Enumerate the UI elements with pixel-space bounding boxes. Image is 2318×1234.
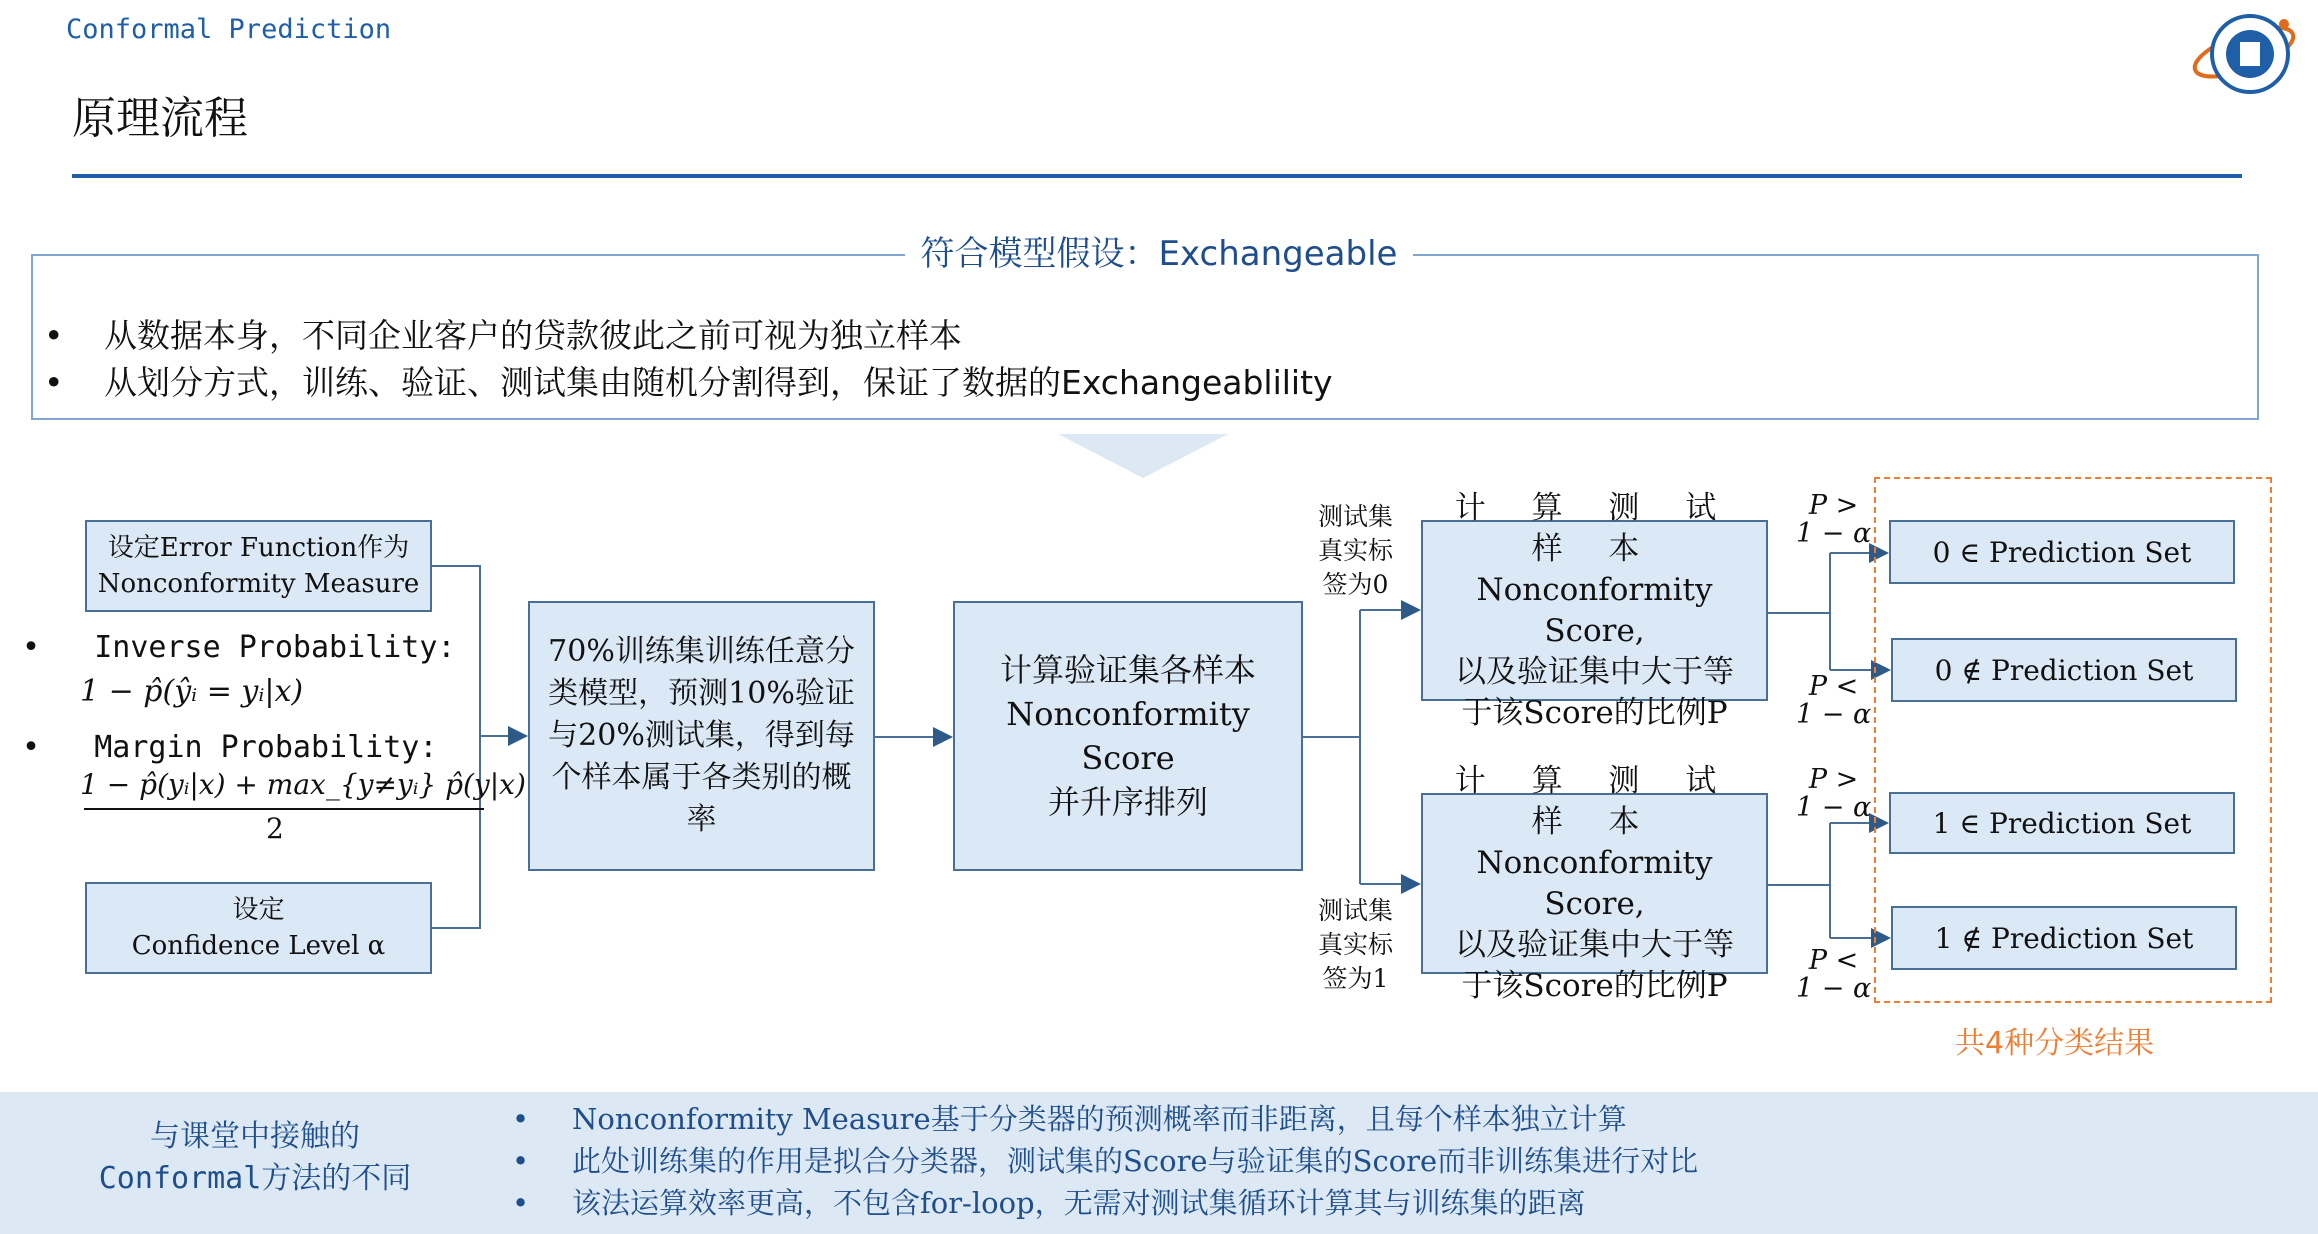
results-caption: 共4种分类结果	[1955, 1026, 2155, 1061]
train-model-box: 70%训练集训练任意分类模型，预测10%验证与20%测试集，得到每个样本属于各类别的概率	[528, 601, 875, 871]
result-box: 1 ∉ Prediction Set	[1891, 906, 2237, 970]
list-item: • 此处训练集的作用是拟合分类器，测试集的Score与验证集的Score而非训练集进行对比	[512, 1144, 1699, 1178]
inverse-formula: 1 − p̂(ŷᵢ = yᵢ|x)	[80, 674, 304, 709]
condition-gt: P > 1 − α	[1796, 764, 1872, 823]
condition-lt: P < 1 − α	[1796, 945, 1872, 1004]
list-item: • Inverse Probability:	[22, 630, 456, 665]
fraction-bar	[84, 808, 484, 810]
assumption-title: 符合模型假设：Exchangeable	[0, 226, 2318, 275]
test-score-box-0: 计 算 测 试 样 本 Nonconformity Score, 以及验证集中大于等 于该Score的比例P	[1421, 520, 1768, 701]
list-item: • Nonconformity Measure基于分类器的预测概率而非距离，且每个样本独立计算	[512, 1102, 1627, 1136]
page-title: 原理流程	[72, 93, 248, 144]
margin-formula-numerator: 1 − p̂(yᵢ|x) + max_{y≠yᵢ} p̂(y|x)	[80, 768, 526, 801]
list-item: • 该法运算效率更高，不包含for-loop，无需对测试集循环计算其与训练集的距离	[512, 1186, 1586, 1220]
confidence-level-box: 设定 Confidence Level α	[85, 882, 432, 974]
comparison-label: 与课堂中接触的 Conformal方法的不同	[98, 1119, 412, 1196]
list-item: • 从数据本身，不同企业客户的贷款彼此之前可视为独立样本	[44, 316, 962, 355]
result-box: 0 ∉ Prediction Set	[1891, 638, 2237, 702]
section-label: Conformal Prediction	[66, 14, 392, 45]
margin-formula-denominator: 2	[266, 812, 284, 845]
list-item: • Margin Probability:	[22, 730, 438, 765]
condition-gt: P > 1 − α	[1796, 490, 1872, 549]
result-box: 0 ∈ Prediction Set	[1889, 520, 2235, 584]
condition-lt: P < 1 − α	[1796, 671, 1872, 730]
error-function-box: 设定Error Function作为 Nonconformity Measure	[85, 520, 432, 612]
list-item: • 从划分方式，训练、验证、测试集由随机分割得到，保证了数据的Exchangeablility	[44, 363, 1333, 402]
comparison-list	[512, 1098, 1698, 1224]
branch-label-1: 测试集 真实标 签为1	[1318, 896, 1394, 993]
result-box: 1 ∈ Prediction Set	[1889, 792, 2235, 854]
branch-label-0: 测试集 真实标 签为0	[1318, 502, 1394, 599]
calc-validation-score-box: 计算验证集各样本 Nonconformity Score 并升序排列	[953, 601, 1303, 871]
test-score-box-1: 计 算 测 试 样 本 Nonconformity Score, 以及验证集中大于等 于该Score的比例P	[1421, 793, 1768, 974]
